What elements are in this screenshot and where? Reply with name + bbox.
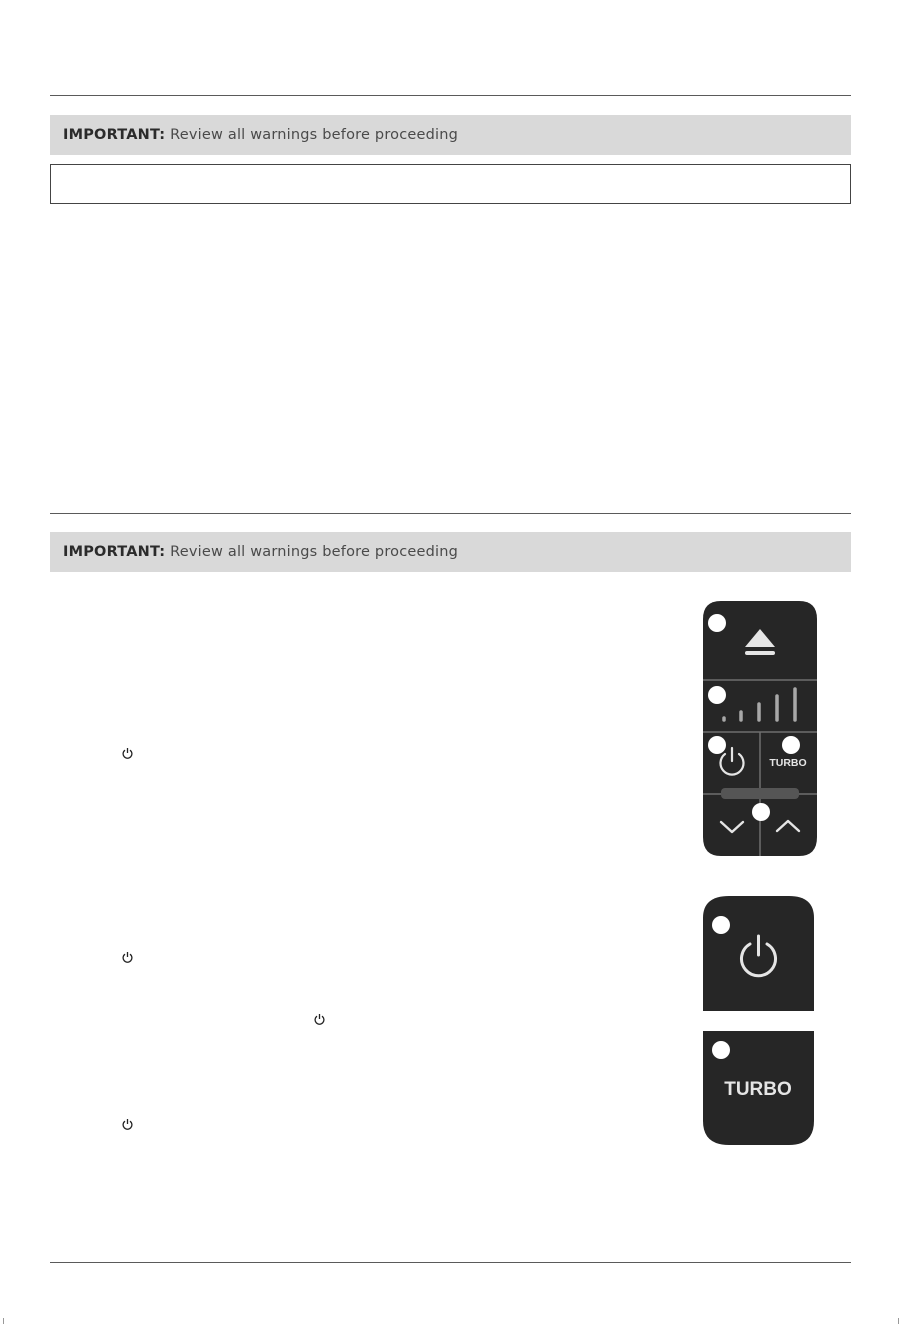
important-text: Review all warnings before proceeding [170, 544, 459, 560]
power-button-closeup [703, 896, 815, 1012]
control-panel [703, 601, 818, 857]
power-icon [121, 1118, 134, 1131]
important-banner-2 [50, 532, 851, 572]
middle-rule [50, 513, 851, 514]
power-icon [121, 951, 134, 964]
crop-mark [898, 1318, 899, 1324]
important-label: IMPORTANT: [63, 127, 166, 143]
important-text: Review all warnings before proceeding [170, 127, 459, 143]
important-banner-1 [50, 115, 851, 155]
turbo-label: TURBO [769, 757, 807, 769]
empty-box [50, 164, 851, 204]
turbo-label: TURBO [724, 1079, 792, 1100]
turbo-button-closeup [703, 1031, 815, 1147]
power-icon [121, 747, 134, 760]
important-label: IMPORTANT: [63, 544, 166, 560]
crop-mark [3, 1318, 4, 1324]
power-icon [313, 1013, 326, 1026]
top-rule [50, 95, 851, 96]
bottom-rule [50, 1262, 851, 1263]
